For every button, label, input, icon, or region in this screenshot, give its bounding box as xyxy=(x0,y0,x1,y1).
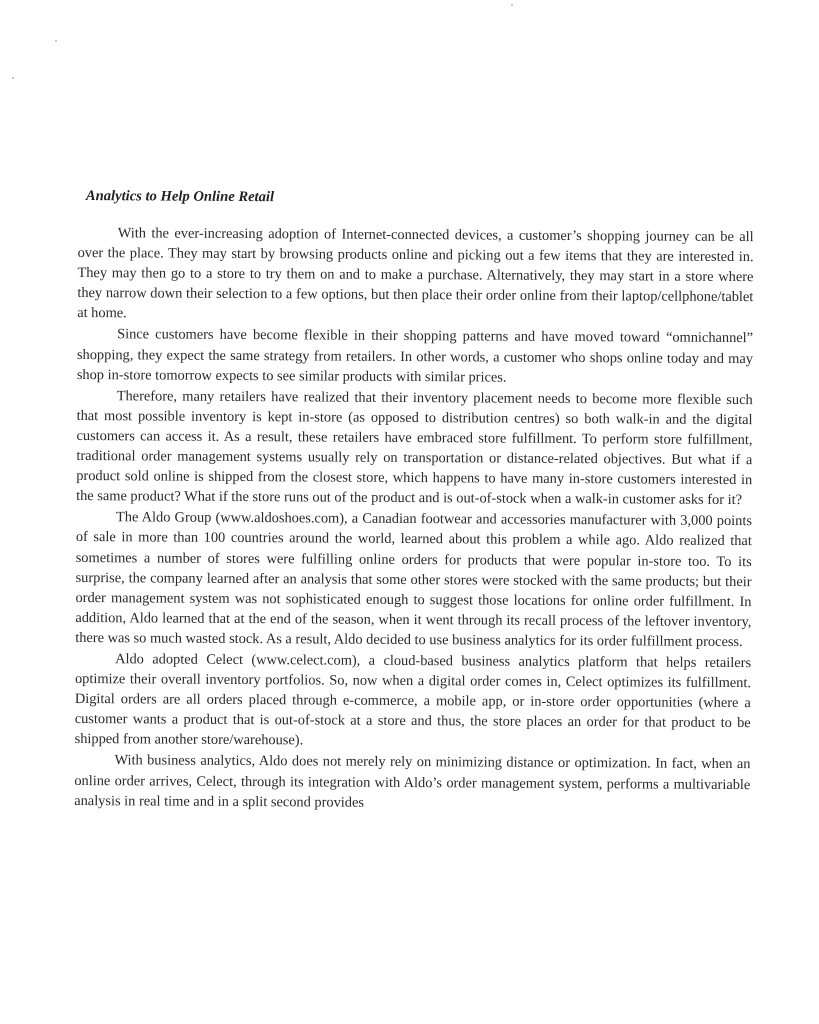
article xyxy=(74,186,754,815)
article-paragraph: With the ever-increasing adoption of Internet-connected devices, a customer’s shopping journey can be all over the place. They may start by browsing products online and picking out a few items that they are interested in. They may then go to a store to try them on and to make a purchase. Alternatively, they may start in a store where they narrow down their selection to a few options, but then place their order online from their laptop/cellphone/tablet at home. xyxy=(77,225,754,322)
article-paragraph: Aldo adopted Celect (www.celect.com), a cloud-based business analytics platform that helps retailers optimize their overall inventory portfolios. So, now when a digital order comes in, Celect optimizes its fulfillment. Digital orders are all orders placed through e-commerce, a mobile app, or in-store order opportunities (where a customer wants a product that is out-of-stock at a store and thus, the store places an order for that product to be shipped from another store/warehouse). xyxy=(74,651,752,749)
scan-speck xyxy=(55,40,57,42)
scan-speck xyxy=(12,77,14,79)
scan-speck xyxy=(511,4,513,6)
article-title: Analytics to Help Online Retail xyxy=(85,188,275,206)
article-paragraph: The Aldo Group (www.aldoshoes.com), a Canadian footwear and accessories manufacturer with 3,000 points of sale in more than 100 countries around the world, learned about this problem a while ago. Aldo realized that sometimes a number of stores were fulfilling online orders for products that were popular in-store too. To its surprise, the company learned after an analysis that some other stores were stocked with the same products; but their order management system was not sophisticated enough to suggest those locations for online order fulfillment. In addition, Aldo learned that at the end of the season, when it went through its recall process of the leftover inventory, there was so much wasted stock. As a result, Aldo decided to use business analytics for its order fulfillment process. xyxy=(75,509,753,650)
article-paragraph: With business analytics, Aldo does not merely rely on minimizing distance or optimization. In fact, when an online order arrives, Celect, through its integration with Aldo’s order management system, performs a multivariable analysis in real time and in a split second provides xyxy=(74,752,751,811)
article-paragraph: Therefore, many retailers have realized that their inventory placement needs to become more flexible such that most possible inventory is kept in-store (as opposed to distribution centres) so both walk-in and the digital customers can access it. As a result, these retailers have embraced store fulfillment. To perform store fulfillment, traditional order management systems usually rely on transportation or distance-related objectives. But what if a product sold online is shipped from the closest store, which happens to have many in-store customers interested in the same product? What if the store runs out of the product and is out-of-stock when a walk-in customer asks for it? xyxy=(76,387,753,509)
article-paragraph: Since customers have become flexible in their shopping patterns and have moved toward “omnichannel” shopping, they expect the same strategy from retailers. In other words, a customer who shops online today and may shop in-store tomorrow expects to see similar products with similar prices. xyxy=(76,326,754,386)
